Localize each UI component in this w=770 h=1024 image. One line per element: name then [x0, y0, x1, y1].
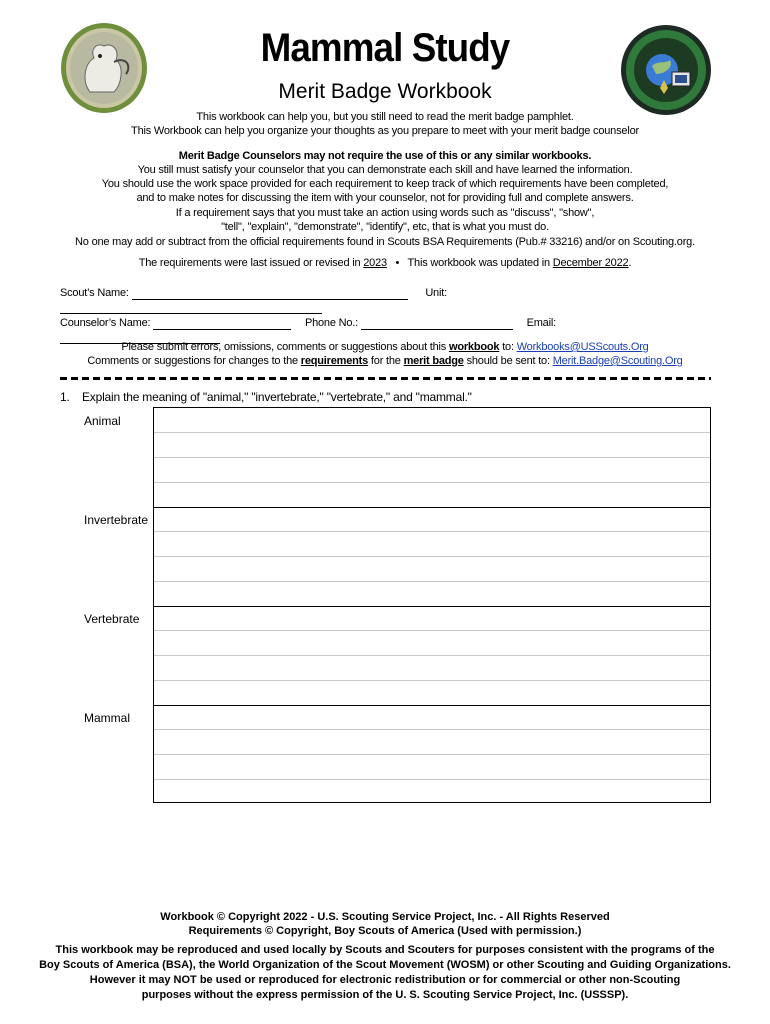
answer-line[interactable] [154, 705, 710, 730]
bullet: • [395, 257, 400, 269]
footer-license-4: purposes without the express permission of the U. S. Scouting Service Project, Inc. (USSSP). [141, 989, 629, 1001]
merit-badge-email-link[interactable]: Merit.Badge@Scouting.Org [552, 355, 683, 367]
revision-line [0, 256, 770, 270]
updated-date: December 2022 [552, 257, 629, 269]
counselor-name-field[interactable] [153, 317, 291, 330]
section-label-mammal: Mammal [84, 711, 131, 725]
submit-line-2 [0, 354, 770, 368]
intro-line-2: This Workbook can help you organize your thoughts as you prepare to meet with your merit badge counselor [131, 125, 639, 137]
updated-suffix: . [628, 257, 632, 269]
footer-license-2: Boy Scouts of America (BSA), the World Organization of the Scout Movement (WOSM) or other Scouting and Guiding Organizations. [39, 959, 731, 971]
answer-line[interactable] [154, 408, 710, 433]
intro-line-6: If a requirement says that you must take an action using words such as "discuss", "show", [175, 207, 595, 219]
unit-label: Unit: [425, 287, 447, 299]
footer-license-1: This workbook may be reproduced and used locally by Scouts and Scouters for purposes consistent with the programs of the [55, 944, 715, 956]
answer-line[interactable] [154, 755, 710, 780]
submit-line-2-for: for the [370, 355, 401, 367]
intro-line-1: This workbook can help you, but you still need to read the merit badge pamphlet. [196, 111, 574, 123]
answer-line[interactable] [154, 557, 710, 582]
page-title: Mammal Study [260, 26, 510, 70]
requirements-word: requirements [300, 355, 369, 367]
section-label-animal: Animal [84, 414, 121, 428]
scout-name-label: Scout’s Name: [60, 287, 129, 299]
email-label: Email: [526, 317, 556, 329]
submit-line-2-sent: should be sent to: [466, 355, 550, 367]
issued-prefix: The requirements were last issued or revised in [138, 257, 361, 269]
merit-badge-word: merit badge [403, 355, 464, 367]
answer-line[interactable] [154, 458, 710, 483]
footer-requirements-copyright: Requirements © Copyright, Boy Scouts of America (Used with permission.) [188, 925, 582, 937]
footer-license-3: However it may NOT be used or reproduced for electronic redistribution or for commercial or other non-Scouting [89, 974, 681, 986]
footer-copyright: Workbook © Copyright 2022 - U.S. Scouting Service Project, Inc. - All Rights Reserved [160, 911, 610, 923]
answer-workspace[interactable] [153, 407, 711, 803]
intro-line-5: and to make notes for discussing the item with your counselor, not for providing full and complete answers. [136, 192, 634, 204]
workbooks-email-link[interactable]: Workbooks@USScouts.Org [516, 341, 649, 353]
section-divider [60, 377, 711, 380]
answer-line[interactable] [154, 507, 710, 532]
section-label-vertebrate: Vertebrate [84, 612, 140, 626]
requirement-number: 1. [60, 390, 70, 404]
submit-line-1-prefix: Please submit errors, omissions, comments or suggestions about this [121, 341, 447, 353]
answer-line[interactable] [154, 631, 710, 656]
answer-line[interactable] [154, 606, 710, 631]
intro-line-7: "tell", "explain", "demonstrate", "identify", etc, that is what you must do. [221, 221, 549, 233]
phone-field[interactable] [361, 317, 513, 330]
unit-field[interactable] [60, 301, 322, 314]
counselor-note: Merit Badge Counselors may not require the use of this or any similar workbooks. [178, 150, 592, 162]
submit-line-1 [0, 340, 770, 354]
issued-year: 2023 [363, 257, 387, 269]
scout-name-row [60, 286, 710, 314]
submit-line-2-prefix: Comments or suggestions for changes to the [87, 355, 298, 367]
updated-prefix: This workbook was updated in [407, 257, 550, 269]
answer-line[interactable] [154, 656, 710, 681]
counselor-name-label: Counselor’s Name: [60, 317, 151, 329]
answer-line[interactable] [154, 433, 710, 458]
answer-line[interactable] [154, 532, 710, 557]
workbook-word: workbook [448, 341, 500, 353]
section-label-invertebrate: Invertebrate [84, 513, 149, 527]
page-subtitle: Merit Badge Workbook [278, 80, 492, 103]
intro-line-4: You should use the work space provided for each requirement to keep track of which requirements have been completed, [101, 178, 669, 190]
scout-name-field[interactable] [132, 287, 408, 300]
intro-line-8: No one may add or subtract from the official requirements found in Scouts BSA Requirements (Pub.# 33216) and/or on Scouting.org. [75, 236, 695, 248]
intro-line-3: You still must satisfy your counselor that you can demonstrate each skill and have learned the information. [137, 164, 633, 176]
phone-label: Phone No.: [304, 317, 358, 329]
answer-line[interactable] [154, 730, 710, 755]
submit-line-1-to: to: [502, 341, 514, 353]
requirement-text: Explain the meaning of "animal," "invertebrate," "vertebrate," and "mammal." [82, 390, 472, 404]
